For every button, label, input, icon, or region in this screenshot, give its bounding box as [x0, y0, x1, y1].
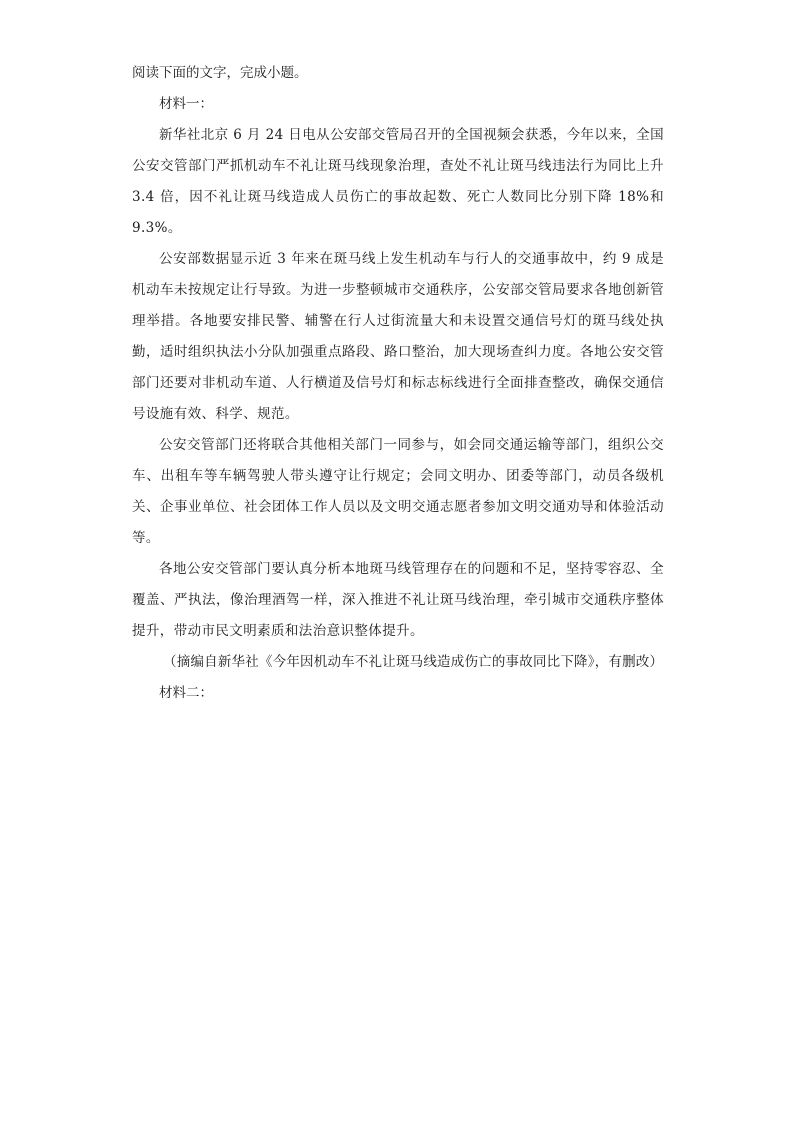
material-one-label: 材料一：: [159, 96, 213, 112]
material-one-paragraph-1: 新华社北京 6 月 24 日电从公安部交管局召开的全国视频会获悉，今年以来，全国公安交管部门严抓机动车不礼让斑马线现象治理，查处不礼让斑马线违法行为同比上升 3.4 倍，因不礼让斑马线造成人员伤亡的事故起数、死亡人数同比分别下降 18%和 9.3%。: [132, 127, 664, 236]
document-page: [132, 58, 664, 709]
material-one-paragraph-4: 各地公安交管部门要认真分析本地斑马线管理存在的问题和不足，坚持零容忍、全覆盖、严执法，像治理酒驾一样，深入推进不礼让斑马线治理，牵引城市交通秩序整体提升，带动市民文明素质和法治意识整体提升。: [132, 561, 664, 639]
material-two-label: 材料二：: [159, 685, 213, 701]
material-one-source: （摘编自新华社《今年因机动车不礼让斑马线造成伤亡的事故同比下降》，有删改）: [163, 654, 664, 670]
material-one-paragraph-3: 公安交管部门还将联合其他相关部门一同参与，如会同交通运输等部门，组织公交车、出租车等车辆驾驶人带头遵守让行规定；会同文明办、团委等部门，动员各级机关、企事业单位、社会团体工作人员以及文明交通志愿者参加文明交通劝导和体验活动等。: [132, 437, 664, 546]
material-one-paragraph-2: 公安部数据显示近 3 年来在斑马线上发生机动车与行人的交通事故中，约 9 成是机动车未按规定让行导致。为进一步整顿城市交通秩序，公安部交管局要求各地创新管理举措。各地要安排民警、辅警在行人过街流量大和未设置交通信号灯的斑马线处执勤，适时组织执法小分队加强重点路段、路口整治，加大现场查纠力度。各地公安交管部门还要对非机动车道、人行横道及信号灯和标志标线进行全面排查整改，确保交通信号设施有效、科学、规范。: [132, 251, 664, 422]
question-instruction: 阅读下面的文字，完成小题。: [132, 65, 308, 81]
